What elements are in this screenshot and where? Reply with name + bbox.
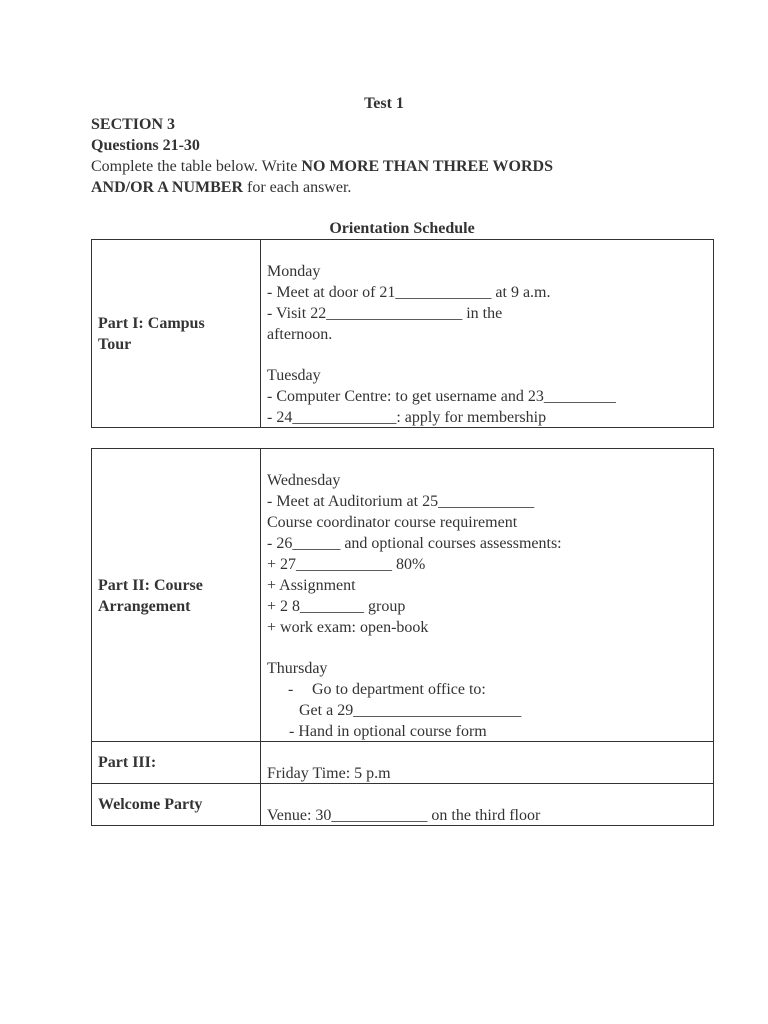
question-line: - 24_____________: apply for membership (267, 409, 547, 426)
question-line: - Computer Centre: to get username and 23_________ (267, 388, 616, 405)
time-line: Friday Time: 5 p.m (267, 765, 391, 782)
day-heading: Monday (267, 263, 321, 280)
instruction-emphasis-1: NO MORE THAN THREE WORDS (301, 158, 554, 175)
part1-label-line-2: Tour (98, 336, 132, 353)
table-row (92, 784, 714, 826)
question-line: - Meet at door of 21____________ at 9 a.m. (267, 284, 551, 301)
instruction-line-2 (91, 178, 351, 198)
part2-label-line-1: Part II: Course (98, 577, 203, 594)
table-row (92, 449, 714, 742)
question-line: - 26______ and optional courses assessments: (267, 535, 562, 552)
text-line: afternoon. (267, 326, 333, 343)
part-label-cell (92, 240, 261, 428)
part4-label: Welcome Party (98, 796, 203, 813)
part-body-cell (261, 240, 714, 428)
day-heading: Wednesday (267, 472, 341, 489)
part-label-cell (92, 742, 261, 784)
instruction-emphasis-2: AND/OR A NUMBER (91, 179, 244, 196)
text-line: - Hand in optional course form (289, 723, 487, 740)
questions-range: Questions 21-30 (91, 137, 200, 154)
instruction-text-end: for each answer. (243, 179, 352, 196)
part-label-cell (92, 449, 261, 742)
question-line: + 27____________ 80% (267, 556, 426, 573)
question-line: + 2 8________ group (267, 598, 406, 615)
bullet-dash: - (288, 681, 294, 698)
schedule-table-part-2 (91, 448, 714, 826)
question-line: Venue: 30____________ on the third floor (267, 807, 541, 824)
part-body-cell (261, 742, 714, 784)
text-line: + work exam: open-book (267, 619, 429, 636)
part3-label: Part III: (98, 754, 157, 771)
part1-label-line-1: Part I: Campus (98, 315, 205, 332)
table-row (92, 240, 714, 428)
question-line: - Meet at Auditorium at 25____________ (267, 493, 535, 510)
part-body-cell (261, 449, 714, 742)
table-row (92, 742, 714, 784)
section-heading: SECTION 3 (91, 116, 176, 133)
page-title: Test 1 (364, 95, 404, 112)
text-line: Go to department office to: (312, 681, 486, 698)
question-line: - Visit 22_________________ in the (267, 305, 503, 322)
text-line: Course coordinator course requirement (267, 514, 518, 531)
part2-label-line-2: Arrangement (98, 598, 191, 615)
part-body-cell (261, 784, 714, 826)
day-heading: Tuesday (267, 367, 321, 384)
text-line: + Assignment (267, 577, 356, 594)
instruction-line-1 (91, 157, 553, 177)
instruction-text: Complete the table below. Write (91, 158, 302, 175)
question-line: Get a 29_____________________ (299, 702, 522, 719)
table-title: Orientation Schedule (329, 220, 475, 237)
day-heading: Thursday (267, 660, 328, 677)
schedule-table-part-1 (91, 239, 714, 428)
part-label-cell (92, 784, 261, 826)
